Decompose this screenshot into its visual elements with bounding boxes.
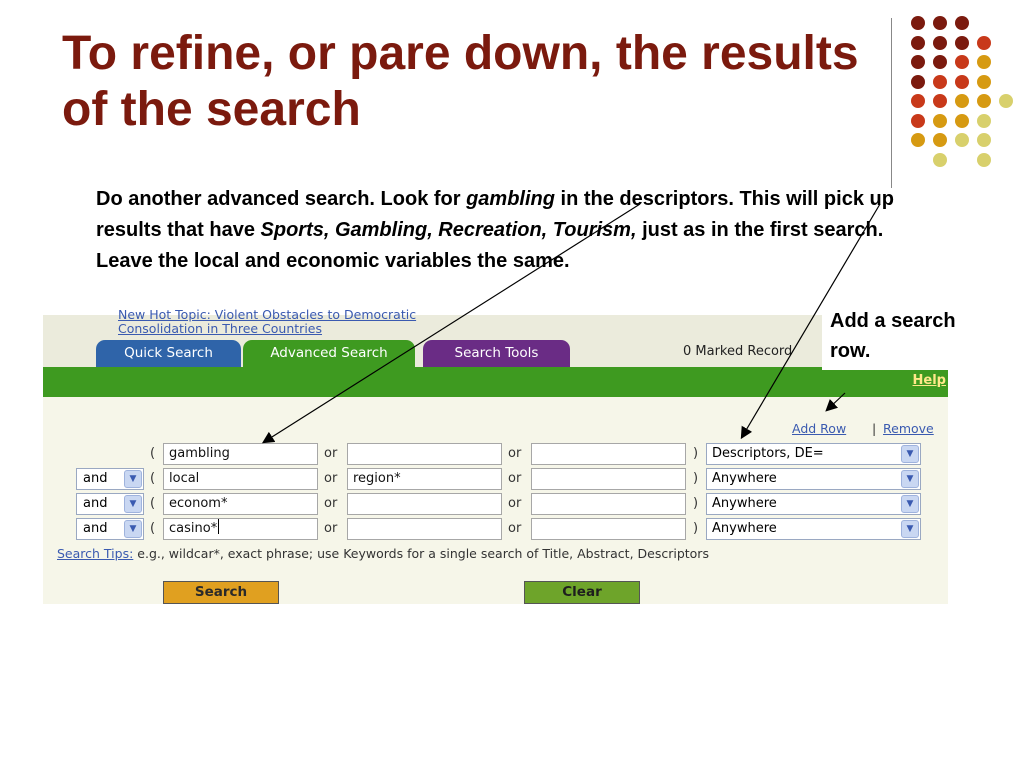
close-paren: ) (693, 471, 699, 486)
chevron-down-icon: ▼ (901, 495, 919, 513)
arrow-to-add-row (827, 393, 845, 410)
marked-records-count[interactable]: 0 Marked Record (683, 344, 793, 359)
open-paren: ( (150, 521, 156, 536)
hot-topic-line-1: New Hot Topic: Violent Obstacles to Democratic (118, 307, 417, 322)
search-button[interactable]: Search (163, 581, 279, 604)
search-tips-text: e.g., wildcar*, exact phrase; use Keywords for a single search of Title, Abstract, Descriptors (133, 546, 709, 561)
add-row-callout: Add a search row. (822, 306, 982, 370)
link-separator: | (872, 421, 877, 436)
open-paren: ( (150, 496, 156, 511)
tab-quick-search[interactable]: Quick Search (96, 340, 241, 367)
para1-italic-1: gambling (466, 188, 555, 210)
chevron-down-icon: ▼ (901, 470, 919, 488)
boolean-select-value: and (83, 496, 108, 511)
or-label: or (508, 446, 522, 461)
tab-search-tools[interactable]: Search Tools (423, 340, 570, 367)
close-paren: ) (693, 446, 699, 461)
or-label: or (324, 446, 338, 461)
clear-button[interactable]: Clear (524, 581, 640, 604)
field-select-value: Anywhere (712, 496, 777, 511)
close-paren: ) (693, 521, 699, 536)
or-label: or (324, 471, 338, 486)
arrow-to-descriptors (742, 204, 880, 437)
tab-advanced-search[interactable]: Advanced Search (243, 340, 415, 367)
boolean-select-value: and (83, 521, 108, 536)
chevron-down-icon: ▼ (124, 495, 142, 513)
para1-text-3: just as in the first search. Leave the local and economic variables the same. (96, 219, 884, 272)
slide-title: To refine, or pare down, the results of the search (62, 27, 859, 136)
chevron-down-icon: ▼ (901, 445, 919, 463)
add-row-link[interactable]: Add Row (792, 421, 847, 436)
or-label: or (324, 496, 338, 511)
field-select-value: Anywhere (712, 521, 777, 536)
arrow-to-gambling (264, 204, 640, 442)
open-paren: ( (150, 446, 156, 461)
search-tips-link[interactable]: Search Tips: (57, 546, 134, 561)
para1-text-2: in the descriptors. This will pick up results that have (96, 188, 894, 241)
or-label: or (508, 471, 522, 486)
term-input-1[interactable]: local (163, 468, 318, 490)
remove-row-link[interactable]: Remove (883, 421, 934, 436)
term-input-1-value: casino* (169, 521, 218, 536)
help-link[interactable]: Help (912, 373, 946, 388)
close-paren: ) (693, 496, 699, 511)
chevron-down-icon: ▼ (124, 520, 142, 538)
term-input-1[interactable]: gambling (163, 443, 318, 465)
chevron-down-icon: ▼ (124, 470, 142, 488)
term-input-1[interactable]: econom* (163, 493, 318, 515)
chevron-down-icon: ▼ (901, 520, 919, 538)
boolean-select-value: and (83, 471, 108, 486)
para1-text-1: Do another advanced search. Look for (96, 188, 467, 210)
field-select-value: Anywhere (712, 471, 777, 486)
or-label: or (324, 521, 338, 536)
term-input-2[interactable]: region* (347, 468, 502, 490)
or-label: or (508, 496, 522, 511)
hot-topic-line-2: Consolidation in Three Countries (118, 321, 322, 336)
open-paren: ( (150, 471, 156, 486)
field-select-value: Descriptors, DE= (712, 446, 824, 461)
para1-italic-2: Sports, Gambling, Recreation, Tourism, (260, 219, 637, 241)
or-label: or (508, 521, 522, 536)
